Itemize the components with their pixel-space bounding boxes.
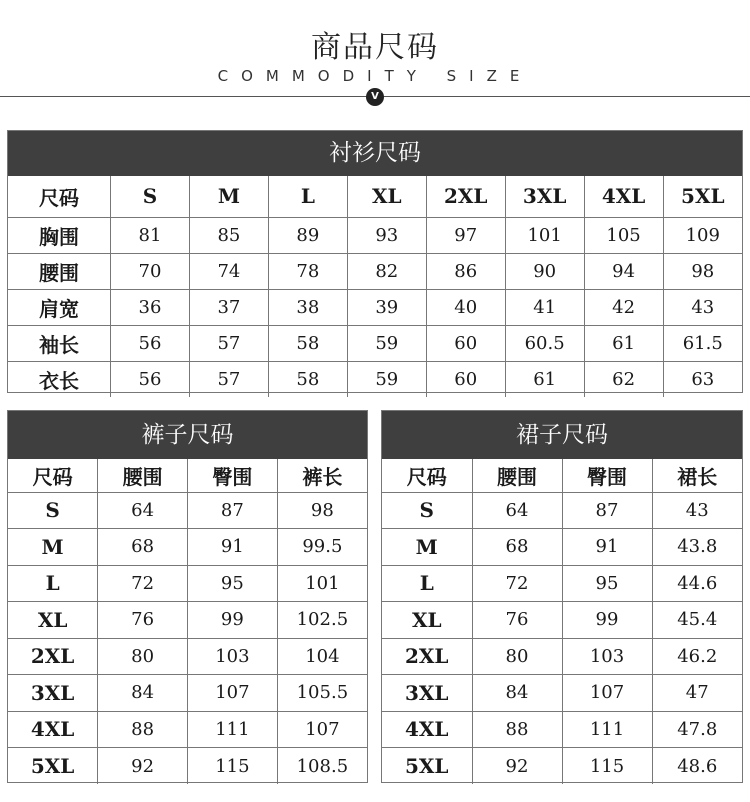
table-cell: 82 <box>347 253 426 289</box>
table-cell: 99.5 <box>277 529 367 566</box>
table-row <box>8 675 367 712</box>
table-row <box>8 711 367 748</box>
table-cell: 84 <box>98 675 188 712</box>
table-row <box>8 253 742 289</box>
column-header: 裤长 <box>277 459 367 492</box>
shirt-size-title: 衬衫尺码 <box>8 131 742 176</box>
table-row <box>8 565 367 602</box>
table-row <box>8 217 742 253</box>
table-cell: 92 <box>472 748 562 785</box>
row-label: 5XL <box>8 748 98 785</box>
table-cell: 76 <box>98 602 188 639</box>
table-cell: 84 <box>472 675 562 712</box>
table-row <box>8 325 742 361</box>
table-cell: 64 <box>472 492 562 529</box>
column-header: S <box>111 176 190 217</box>
table-cell: 86 <box>426 253 505 289</box>
column-header: 臀围 <box>562 459 652 492</box>
pants-size-title: 裤子尺码 <box>8 411 367 459</box>
row-label: 2XL <box>382 638 472 675</box>
header-row <box>382 459 742 492</box>
table-cell: 90 <box>505 253 584 289</box>
table-cell: 62 <box>584 361 663 397</box>
column-header: XL <box>347 176 426 217</box>
table-cell: 59 <box>347 325 426 361</box>
table-cell: 111 <box>562 711 652 748</box>
row-label: M <box>8 529 98 566</box>
skirt-size-panel <box>381 410 743 783</box>
table-row <box>8 638 367 675</box>
table-cell: 43 <box>652 492 742 529</box>
column-header: 5XL <box>663 176 742 217</box>
table-cell: 56 <box>111 325 190 361</box>
row-label: 腰围 <box>8 253 111 289</box>
table-cell: 95 <box>562 565 652 602</box>
table-cell: 37 <box>189 289 268 325</box>
table-cell: 89 <box>268 217 347 253</box>
table-cell: 85 <box>189 217 268 253</box>
column-header: M <box>189 176 268 217</box>
shirt-size-panel <box>7 130 743 393</box>
table-cell: 107 <box>277 711 367 748</box>
table-cell: 60 <box>426 325 505 361</box>
table-cell: 76 <box>472 602 562 639</box>
table-row <box>382 565 742 602</box>
table-cell: 115 <box>188 748 278 785</box>
row-label: 2XL <box>8 638 98 675</box>
table-cell: 107 <box>188 675 278 712</box>
row-label: XL <box>382 602 472 639</box>
column-header: 尺码 <box>382 459 472 492</box>
table-row <box>382 675 742 712</box>
table-cell: 80 <box>98 638 188 675</box>
table-cell: 68 <box>98 529 188 566</box>
table-cell: 60.5 <box>505 325 584 361</box>
table-cell: 91 <box>188 529 278 566</box>
row-label: M <box>382 529 472 566</box>
pants-size-panel <box>7 410 368 783</box>
table-row <box>8 529 367 566</box>
table-cell: 115 <box>562 748 652 785</box>
table-cell: 58 <box>268 325 347 361</box>
table-cell: 102.5 <box>277 602 367 639</box>
row-label: 肩宽 <box>8 289 111 325</box>
row-label: S <box>382 492 472 529</box>
table-cell: 46.2 <box>652 638 742 675</box>
table-cell: 72 <box>98 565 188 602</box>
table-cell: 60 <box>426 361 505 397</box>
table-cell: 80 <box>472 638 562 675</box>
table-cell: 57 <box>189 361 268 397</box>
column-header: 臀围 <box>188 459 278 492</box>
table-cell: 99 <box>562 602 652 639</box>
table-cell: 56 <box>111 361 190 397</box>
row-label: 4XL <box>382 711 472 748</box>
table-row <box>8 748 367 785</box>
row-label: 衣长 <box>8 361 111 397</box>
table-cell: 103 <box>562 638 652 675</box>
table-row <box>382 748 742 785</box>
table-cell: 103 <box>188 638 278 675</box>
table-cell: 109 <box>663 217 742 253</box>
table-cell: 43 <box>663 289 742 325</box>
column-header: 裙长 <box>652 459 742 492</box>
table-cell: 47 <box>652 675 742 712</box>
table-row <box>382 602 742 639</box>
page-title: 商品尺码 <box>311 30 439 65</box>
table-cell: 47.8 <box>652 711 742 748</box>
table-cell: 58 <box>268 361 347 397</box>
table-cell: 101 <box>505 217 584 253</box>
table-cell: 57 <box>189 325 268 361</box>
table-cell: 43.8 <box>652 529 742 566</box>
table-cell: 63 <box>663 361 742 397</box>
column-header: 尺码 <box>8 176 111 217</box>
table-cell: 61 <box>505 361 584 397</box>
table-cell: 61.5 <box>663 325 742 361</box>
table-row <box>382 529 742 566</box>
table-cell: 38 <box>268 289 347 325</box>
table-cell: 72 <box>472 565 562 602</box>
table-cell: 105 <box>584 217 663 253</box>
page-subtitle: COMMODITY SIZE <box>217 67 533 85</box>
table-cell: 74 <box>189 253 268 289</box>
table-cell: 64 <box>98 492 188 529</box>
table-cell: 44.6 <box>652 565 742 602</box>
row-label: XL <box>8 602 98 639</box>
row-label: S <box>8 492 98 529</box>
column-header: 腰围 <box>98 459 188 492</box>
table-cell: 93 <box>347 217 426 253</box>
skirt-size-title: 裙子尺码 <box>382 411 742 459</box>
skirt-size-table <box>382 459 742 784</box>
table-cell: 105.5 <box>277 675 367 712</box>
table-cell: 39 <box>347 289 426 325</box>
table-row <box>382 638 742 675</box>
v-badge-icon: V <box>366 88 384 106</box>
table-cell: 48.6 <box>652 748 742 785</box>
row-label: 3XL <box>382 675 472 712</box>
pants-size-table <box>8 459 367 784</box>
table-cell: 97 <box>426 217 505 253</box>
row-label: 胸围 <box>8 217 111 253</box>
column-header: 3XL <box>505 176 584 217</box>
table-row <box>8 602 367 639</box>
table-cell: 98 <box>277 492 367 529</box>
row-label: 袖长 <box>8 325 111 361</box>
table-cell: 81 <box>111 217 190 253</box>
table-cell: 108.5 <box>277 748 367 785</box>
table-cell: 87 <box>188 492 278 529</box>
column-header: 腰围 <box>472 459 562 492</box>
table-cell: 111 <box>188 711 278 748</box>
table-cell: 68 <box>472 529 562 566</box>
table-row <box>8 492 367 529</box>
shirt-size-table <box>8 176 742 397</box>
table-cell: 36 <box>111 289 190 325</box>
table-cell: 40 <box>426 289 505 325</box>
table-cell: 41 <box>505 289 584 325</box>
table-cell: 95 <box>188 565 278 602</box>
table-cell: 42 <box>584 289 663 325</box>
table-cell: 92 <box>98 748 188 785</box>
table-cell: 94 <box>584 253 663 289</box>
table-cell: 70 <box>111 253 190 289</box>
table-row <box>382 711 742 748</box>
table-cell: 104 <box>277 638 367 675</box>
table-cell: 88 <box>472 711 562 748</box>
row-label: L <box>8 565 98 602</box>
header-row <box>8 459 367 492</box>
column-header: 4XL <box>584 176 663 217</box>
table-cell: 78 <box>268 253 347 289</box>
table-cell: 61 <box>584 325 663 361</box>
column-header: 2XL <box>426 176 505 217</box>
table-cell: 101 <box>277 565 367 602</box>
table-cell: 98 <box>663 253 742 289</box>
column-header: L <box>268 176 347 217</box>
table-cell: 88 <box>98 711 188 748</box>
table-cell: 99 <box>188 602 278 639</box>
table-row <box>8 289 742 325</box>
table-cell: 45.4 <box>652 602 742 639</box>
table-cell: 87 <box>562 492 652 529</box>
table-cell: 107 <box>562 675 652 712</box>
row-label: 3XL <box>8 675 98 712</box>
table-row <box>8 361 742 397</box>
row-label: L <box>382 565 472 602</box>
table-row <box>382 492 742 529</box>
table-cell: 91 <box>562 529 652 566</box>
table-cell: 59 <box>347 361 426 397</box>
row-label: 4XL <box>8 711 98 748</box>
row-label: 5XL <box>382 748 472 785</box>
column-header: 尺码 <box>8 459 98 492</box>
header-row <box>8 176 742 217</box>
